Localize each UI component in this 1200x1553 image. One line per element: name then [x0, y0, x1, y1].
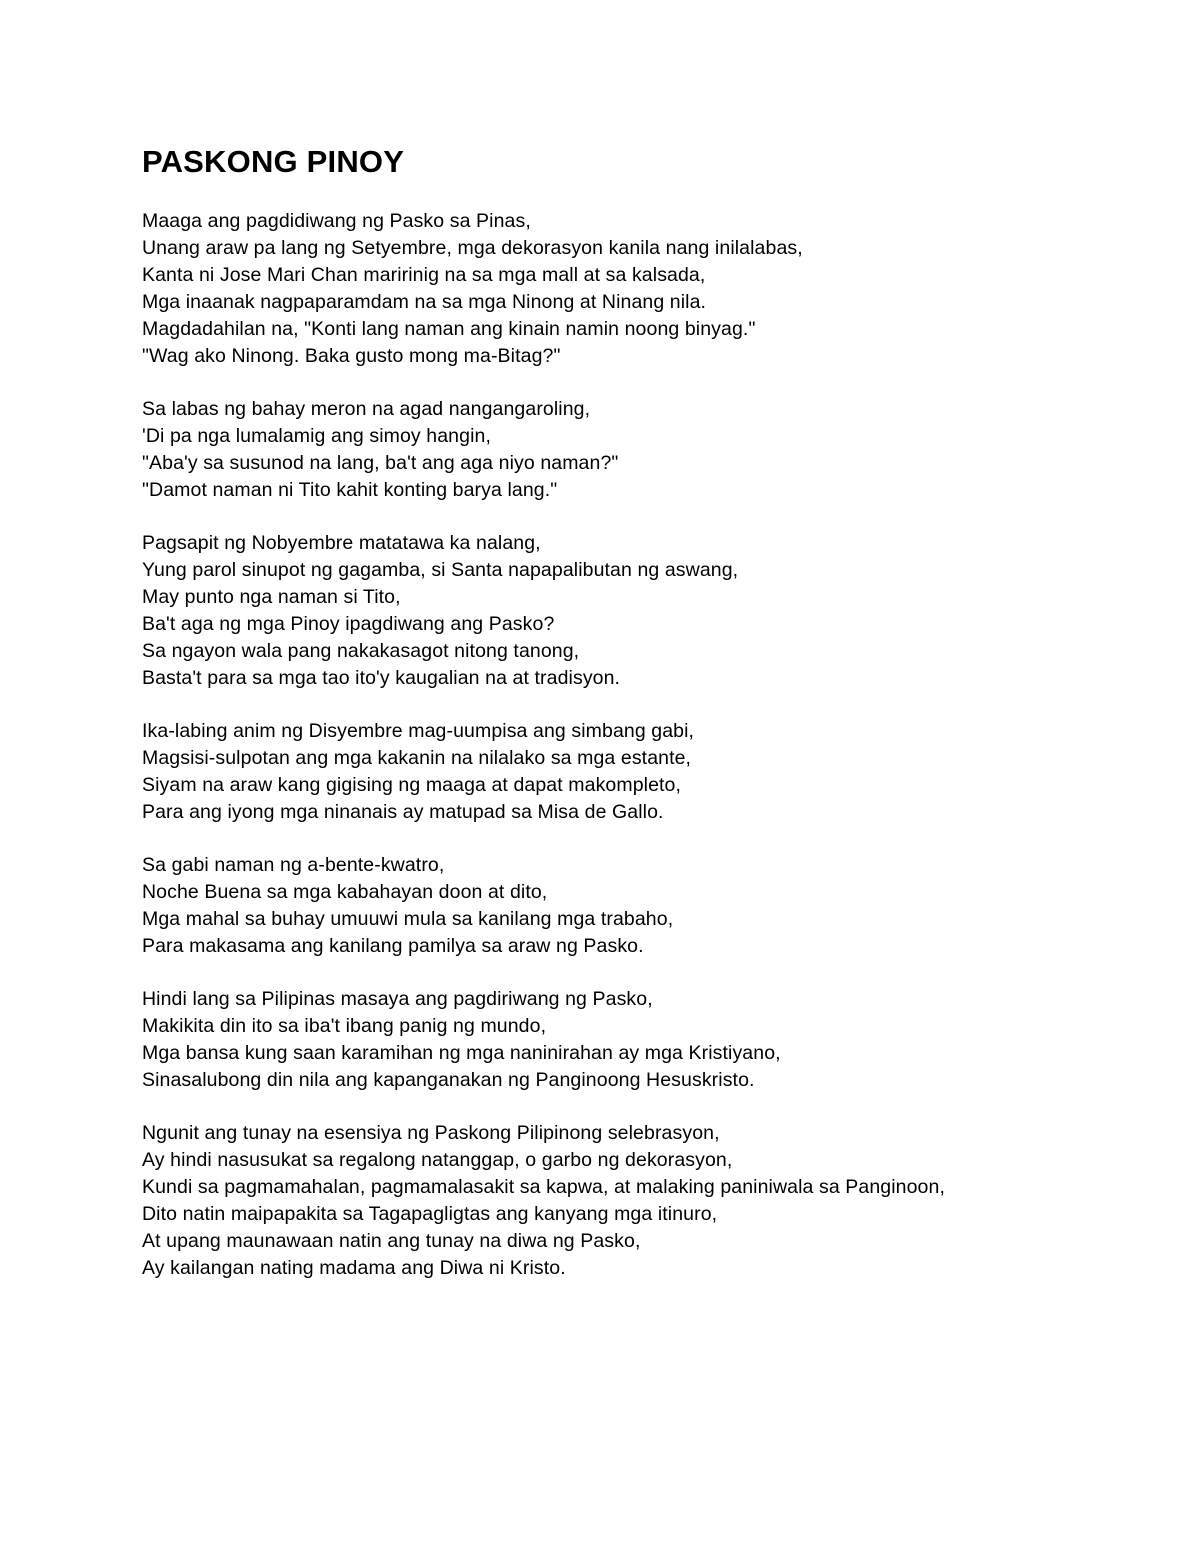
poem-line: Makikita din ito sa iba't ibang panig ng mundo, [142, 1015, 547, 1038]
poem-title: PASKONG PINOY [142, 144, 405, 179]
poem-line: Basta't para sa mga tao ito'y kaugalian na at tradisyon. [142, 666, 621, 689]
poem-line: Ay kailangan nating madama ang Diwa ni Kristo. [142, 1256, 566, 1279]
poem-line: May punto nga naman si Tito, [142, 585, 401, 608]
poem-line: Ba't aga ng mga Pinoy ipagdiwang ang Pasko? [142, 612, 555, 635]
poem-line: Mga inaanak nagpaparamdam na sa mga Ninong at Ninang nila. [142, 290, 707, 313]
stanza-1 [142, 208, 1142, 369]
poem-line: Noche Buena sa mga kabahayan doon at dito, [142, 881, 548, 904]
poem-line: Maaga ang pagdidiwang ng Pasko sa Pinas, [142, 210, 531, 232]
stanza-5 [142, 852, 1142, 960]
poem-line: Yung parol sinupot ng gagamba, si Santa napapalibutan ng aswang, [142, 558, 739, 581]
poem-line: At upang maunawaan natin ang tunay na diwa ng Pasko, [142, 1230, 641, 1252]
poem-line: Magsisi-sulpotan ang mga kakanin na nilalako sa mga estante, [142, 746, 692, 769]
poem-line: "Wag ako Ninong. Baka gusto mong ma-Bitag?" [142, 344, 561, 367]
poem-line: 'Di pa nga lumalamig ang simoy hangin, [142, 424, 491, 447]
poem-line: Pagsapit ng Nobyembre matatawa ka nalang, [142, 532, 541, 555]
poem-line: Unang araw pa lang ng Setyembre, mga dekorasyon kanila nang inilalabas, [142, 236, 803, 259]
poem-line: Siyam na araw kang gigising ng maaga at dapat makompleto, [142, 773, 682, 796]
poem-line: Ika-labing anim ng Disyembre mag-uumpisa ang simbang gabi, [142, 720, 695, 742]
poem-line: "Aba'y sa susunod na lang, ba't ang aga niyo naman?" [142, 451, 619, 474]
poem-line: Magdadahilan na, "Konti lang naman ang kinain namin noong binyag." [142, 317, 756, 340]
poem-line: Mga bansa kung saan karamihan ng mga naninirahan ay mga Kristiyano, [142, 1042, 781, 1065]
poem-line: Sa ngayon wala pang nakakasagot nitong tanong, [142, 639, 580, 662]
stanza-3 [142, 530, 1142, 691]
poem-line: Para makasama ang kanilang pamilya sa araw ng Pasko. [142, 934, 644, 957]
poem-line: "Damot naman ni Tito kahit konting barya lang." [142, 478, 558, 501]
stanza-6 [142, 986, 1142, 1094]
poem-line: Hindi lang sa Pilipinas masaya ang pagdiriwang ng Pasko, [142, 988, 653, 1011]
stanza-2 [142, 396, 1142, 504]
poem-line: Sinasalubong din nila ang kapanganakan ng Panginoong Hesuskristo. [142, 1068, 755, 1091]
poem-line: Dito natin maipapakita sa Tagapagligtas ang kanyang mga itinuro, [142, 1203, 718, 1226]
poem-line: Ngunit ang tunay na esensiya ng Paskong Pilipinong selebrasyon, [142, 1122, 720, 1145]
poem-line: Mga mahal sa buhay umuuwi mula sa kanilang mga trabaho, [142, 907, 674, 930]
stanza-4 [142, 718, 1142, 826]
poem-line: Ay hindi nasusukat sa regalong natanggap, o garbo ng dekorasyon, [142, 1149, 733, 1172]
poem-line: Para ang iyong mga ninanais ay matupad sa Misa de Gallo. [142, 800, 664, 823]
poem-line: Sa gabi naman ng a-bente-kwatro, [142, 854, 445, 877]
poem [142, 142, 1142, 1308]
poem-line: Kanta ni Jose Mari Chan maririnig na sa mga mall at sa kalsada, [142, 263, 706, 286]
poem-line: Kundi sa pagmamahalan, pagmamalasakit sa kapwa, at malaking paniniwala sa Panginoon, [142, 1176, 945, 1199]
poem-line: Sa labas ng bahay meron na agad nangangaroling, [142, 397, 591, 420]
stanza-7 [142, 1120, 1142, 1281]
